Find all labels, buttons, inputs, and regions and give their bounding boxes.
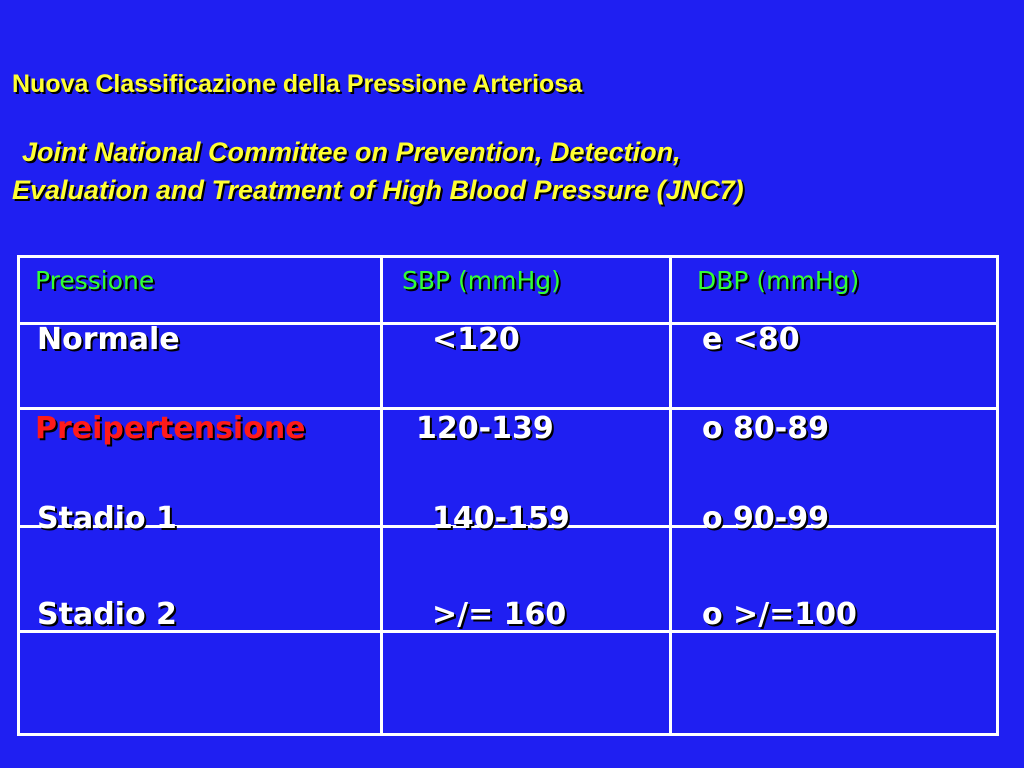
row-stadio1-sbp: 140-159: [432, 501, 570, 536]
header-dbp: DBP (mmHg): [697, 266, 860, 295]
row-normale-sbp: <120: [432, 322, 520, 357]
row-stadio1-dbp: o 90-99: [702, 501, 830, 536]
row-stadio2-dbp: o >/=100: [702, 597, 857, 632]
row-preipertensione-sbp: 120-139: [416, 411, 554, 446]
row-preipertensione-dbp: o 80-89: [702, 411, 830, 446]
table-divider: [17, 407, 999, 410]
row-normale-category: Normale: [37, 322, 180, 357]
row-normale-dbp: e <80: [702, 322, 800, 357]
header-pressione: Pressione: [35, 266, 155, 295]
subtitle-line-1: Joint National Committee on Prevention, Detection,: [22, 137, 681, 167]
row-stadio1-category: Stadio 1: [37, 501, 177, 536]
table-border-right: [996, 255, 999, 736]
table-border-left: [17, 255, 20, 736]
slide-subtitle: [12, 133, 992, 209]
row-stadio2-sbp: >/= 160: [432, 597, 567, 632]
header-sbp: SBP (mmHg): [402, 266, 561, 295]
row-preipertensione-category: Preipertensione: [35, 411, 306, 446]
row-stadio2-category: Stadio 2: [37, 597, 177, 632]
slide-title: Nuova Classificazione della Pressione Arteriosa: [12, 70, 583, 98]
table-column-divider: [380, 255, 383, 736]
subtitle-line-2: Evaluation and Treatment of High Blood Pressure (JNC7): [12, 175, 744, 205]
table-border-bottom: [17, 733, 999, 736]
table-column-divider: [669, 255, 672, 736]
table-border-top: [17, 255, 999, 258]
